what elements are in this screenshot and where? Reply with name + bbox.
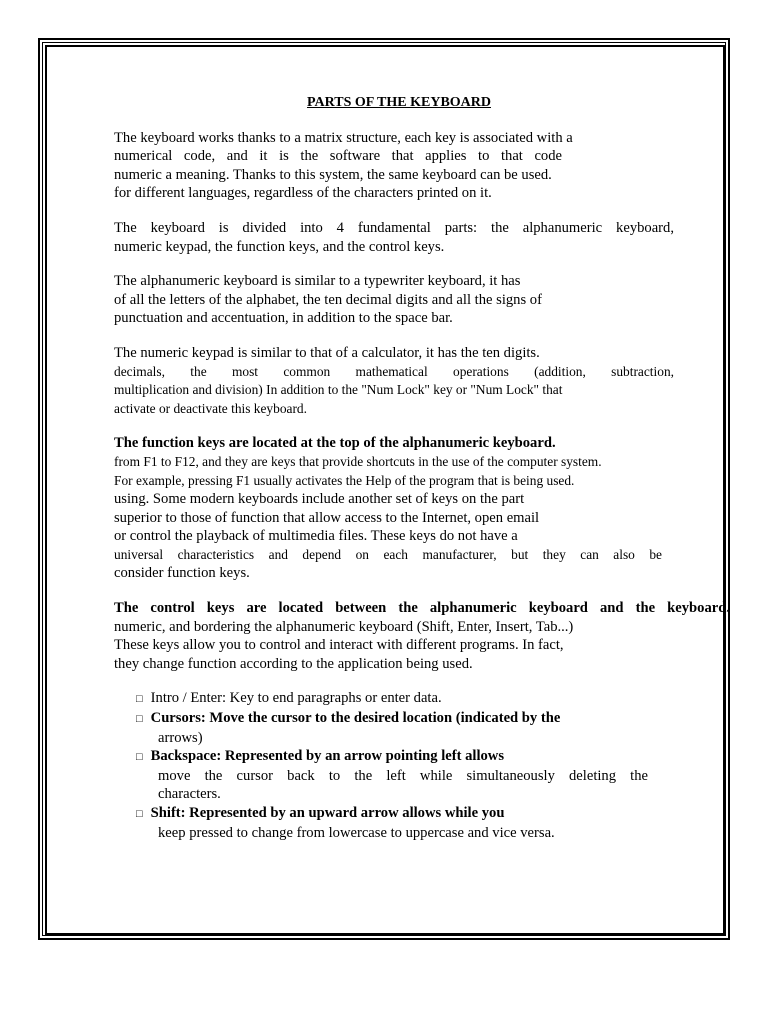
text-line: consider function keys. [114,565,250,582]
paragraph-function-keys [114,434,674,583]
list-item-text: Cursors: Move the cursor to the desired location (indicated by the [150,710,561,727]
list-item [136,709,674,729]
checkbox-bullet-icon: □ [136,751,143,764]
text-line: from F1 to F12, and they are keys that provide shortcuts in the use of the computer system. [114,453,602,469]
text-line: for different languages, regardless of the characters printed on it. [114,185,492,202]
text-line: The numeric keypad is similar to that of a calculator, it has the ten digits. [114,344,540,361]
list-item [136,804,674,824]
paragraph-numeric-keypad [114,344,674,418]
text-line: numerical code, and it is the software that applies to that code [114,148,562,165]
list-item-continuation: keep pressed to change from lowercase to uppercase and vice versa. [158,824,555,841]
list-item [136,689,674,709]
text-line: or control the playback of multimedia files. These keys do not have a [114,528,518,545]
document-body [114,94,730,842]
text-line: numeric keypad, the function keys, and the control keys. [114,238,445,255]
text-line: universal characteristics and depend on each manufacturer, but they can also be [114,546,662,562]
text-line: activate or deactivate this keyboard. [114,400,307,416]
text-line: using. Some modern keyboards include another set of keys on the part [114,491,525,508]
text-line: The keyboard is divided into 4 fundamental parts: the alphanumeric keyboard, [114,219,674,236]
text-line: The keyboard works thanks to a matrix structure, each key is associated with a [114,129,573,146]
text-line: multiplication and division) In addition to the "Num Lock" key or "Num Lock" that [114,382,563,398]
text-line: decimals, the most common mathematical operations (addition, subtraction, [114,363,674,379]
text-line: punctuation and accentuation, in addition to the space bar. [114,310,453,327]
text-line: The function keys are located at the top of the alphanumeric keyboard. [114,435,556,452]
control-keys-list [136,689,674,842]
checkbox-bullet-icon: □ [136,693,143,706]
text-line: numeric a meaning. Thanks to this system, the same keyboard can be used. [114,166,552,183]
list-item-text: Backspace: Represented by an arrow pointing left allows [150,748,505,765]
list-item-continuation: move the cursor back to the left while simultaneously deleting the [158,767,648,784]
list-item-continuation: characters. [158,786,221,803]
text-line: of all the letters of the alphabet, the ten decimal digits and all the signs of [114,291,542,308]
paragraph-alphanumeric [114,272,674,328]
text-line: The control keys are located between the alphanumeric keyboard and the keyboard. [114,600,730,617]
checkbox-bullet-icon: □ [136,713,143,726]
list-item-text: Shift: Represented by an upward arrow allows while you [150,805,505,821]
text-line: they change function according to the application being used. [114,655,473,672]
text-line: superior to those of function that allow access to the Internet, open email [114,509,540,526]
list-item-continuation: arrows) [158,729,203,746]
checkbox-bullet-icon: □ [136,808,143,820]
list-item [136,747,674,767]
paragraph-intro [114,129,674,203]
paragraph-control-keys [114,599,730,673]
list-item-text: Intro / Enter: Key to end paragraphs or enter data. [150,690,442,707]
text-line: These keys allow you to control and interact with different programs. In fact, [114,637,564,654]
text-line: For example, pressing F1 usually activates the Help of the program that is being used. [114,472,575,488]
text-line: numeric, and bordering the alphanumeric keyboard (Shift, Enter, Insert, Tab...) [114,618,574,635]
document-title: PARTS OF THE KEYBOARD [307,95,491,110]
text-line: The alphanumeric keyboard is similar to a typewriter keyboard, it has [114,273,521,290]
paragraph-parts [114,219,674,256]
